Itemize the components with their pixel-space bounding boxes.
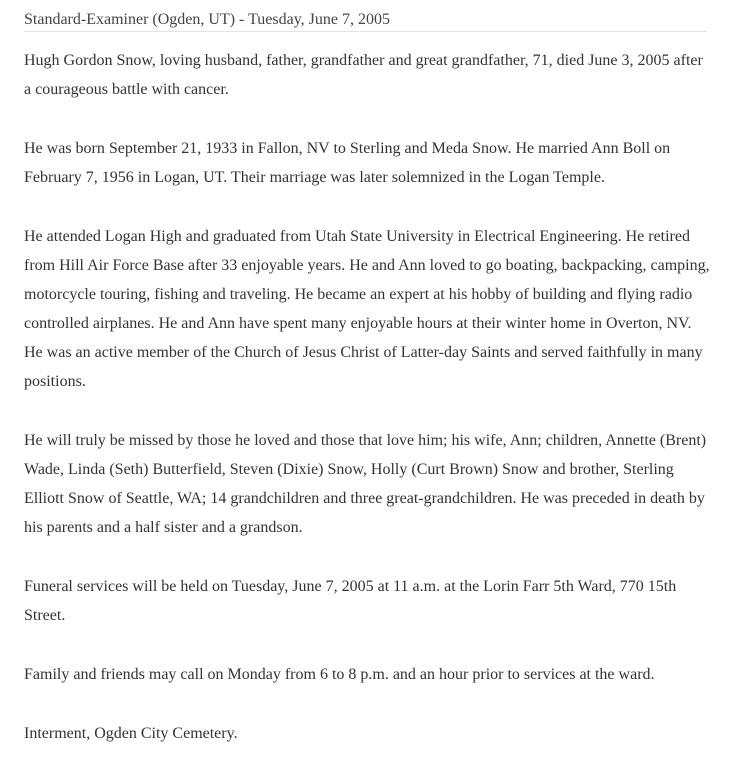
paragraph-birth-marriage: He was born September 21, 1933 in Fallon, NV to Sterling and Meda Snow. He married Ann Boll on February 7, 1956 in Logan, UT. Their marriage was later solemnized in the Logan Temple. bbox=[24, 140, 671, 186]
paragraph-survivors: He will truly be missed by those he loved and those that love him; his wife, Ann; children, Annette (Brent) Wade, Linda (Seth) Butterfield, Steven (Dixie) Snow, Holly (Curt Brown) Snow and brother, Sterling Elliott Snow of Seattle, WA; 14 grandchildren and three great-grandchildren. He was preceded in death by his parents and a half sister and a grandson. bbox=[24, 432, 707, 536]
paragraph-life-career: He attended Logan High and graduated from Utah State University in Electrical Engineering. He retired from Hill Air Force Base after 33 enjoyable years. He and Ann loved to go boating, backpacking, camping, motorcycle touring, fishing and traveling. He became an expert at his hobby of building and flying radio controlled airplanes. He and Ann have spent many enjoyable hours at their winter home in Overton, NV. He was an active member of the Church of Jesus Christ of Latter-day Saints and served faithfully in many positions. bbox=[24, 228, 710, 390]
paragraph-funeral-services: Funeral services will be held on Tuesday, June 7, 2005 at 11 a.m. at the Lorin Farr 5th Ward, 770 15th Street. bbox=[24, 578, 677, 624]
paragraph-interment: Interment, Ogden City Cemetery. bbox=[24, 725, 238, 742]
paragraph-death-notice: Hugh Gordon Snow, loving husband, father, grandfather and great grandfather, 71, died June 3, 2005 after a courageous battle with cancer. bbox=[24, 52, 703, 98]
article-dateline: Standard-Examiner (Ogden, UT) - Tuesday, June 7, 2005 bbox=[24, 11, 391, 28]
article-body bbox=[24, 32, 710, 748]
paragraph-viewing: Family and friends may call on Monday from 6 to 8 p.m. and an hour prior to services at the ward. bbox=[24, 666, 655, 683]
